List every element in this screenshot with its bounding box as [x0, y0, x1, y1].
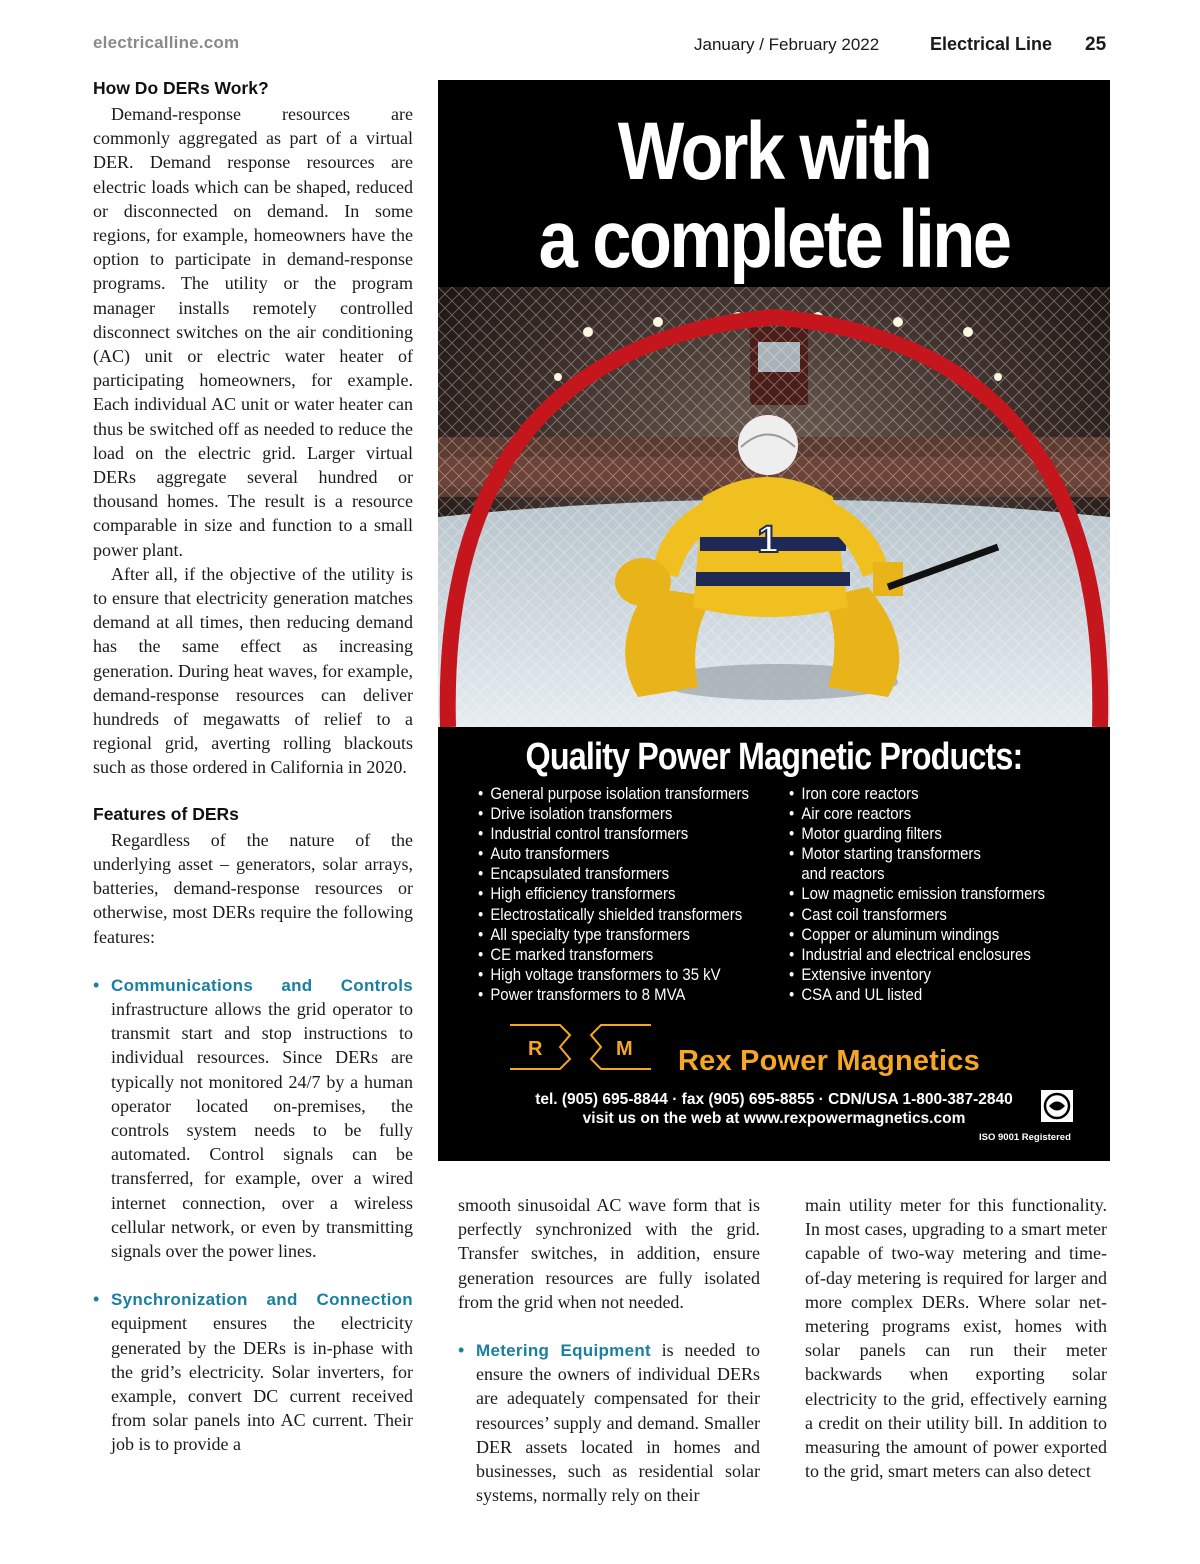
iso-certification-icon [1040, 1089, 1074, 1123]
list-item: • Extensive inventory [789, 965, 1045, 985]
issue-date: January / February 2022 [694, 35, 880, 54]
feature-list-continued [458, 1338, 760, 1507]
list-item: • High voltage transformers to 35 kV [478, 965, 749, 985]
right-column [805, 1193, 1107, 1483]
page-number: 25 [1085, 34, 1107, 55]
middle-column [458, 1193, 760, 1507]
paragraph: smooth sinusoidal AC wave form that is perfectly synchronized with the grid. Transfer switches, in addition, ensure generation resources are fully isolated from the grid when not needed. [458, 1195, 760, 1312]
term-communications: Communications and Controls [111, 975, 413, 995]
advertisement[interactable] [438, 80, 1110, 1161]
bullet-icon: • [458, 1340, 465, 1361]
ad-headline [485, 108, 1063, 284]
term-metering: Metering Equipment [476, 1341, 651, 1361]
list-item [458, 1338, 760, 1507]
paragraph: main utility meter for this functionality. In most cases, upgrading to a smart meter capable of two-way metering and time-of-day metering is required for larger and more complex DERs. Where solar net-metering programs exist, homes with solar panels can run their meter backwards when exporting solar electricity to the grid, effectively earning a credit on their utility bill. In addition to measuring the amount of power exported to the grid, smart meters can also detect [805, 1195, 1107, 1482]
contact-website[interactable]: visit us on the web at www.rexpowermagnetics.com [582, 1110, 966, 1127]
paragraph: Demand-response resources are commonly aggregated as part of a virtual DER. Demand response resources are electric loads which can be shaped, reduced or disconnected on demand. In some regions, for example, homeowners have the option to participate in demand-response programs. The utility or the program manager installs remotely controlled disconnect switches on the air conditioning (AC) unit or electric water heater of participating homeowners, for example. Each individual AC unit or water heater can thus be switched off as needed to reduce the load on the electric grid. Larger virtual DERs aggregate several hundred or thousand homes. The result is a resource comparable in size and function to a small power plant. [93, 104, 413, 560]
hockey-goalie-photo [438, 287, 1110, 727]
list-item: • Encapsulated transformers [478, 864, 749, 884]
product-list-right [789, 784, 1045, 1005]
list-item: • Cast coil transformers [789, 905, 1045, 925]
paragraph: Regardless of the nature of the underlying asset – generators, solar arrays, batteries, demand-response resources or otherwise, most DERs require the following features: [93, 829, 413, 947]
svg-text:1: 1 [757, 519, 779, 561]
logo-letter-r: R [528, 1038, 543, 1060]
list-item: • Low magnetic emission transformers [789, 884, 1045, 904]
ad-headline-line2: a complete line [538, 194, 1010, 285]
paragraph: After all, if the objective of the utility is to ensure that electricity generation matches demand at all times, then reducing demand has the same effect as increasing generation. During heat waves, for example, demand-response resources can deliver hundreds of megawatts of relief to a regional grid, averting rolling blackouts such as those ordered in California in 2020. [93, 563, 413, 778]
list-item-text: is needed to ensure the owners of individual DERs are adequately compensated for their resources’ supply and demand. Smaller DER assets located in homes and businesses, such as residential solar systems, normally rely on their [476, 1340, 760, 1506]
list-item: • Electrostatically shielded transformers [478, 905, 749, 925]
contact-phone: tel. (905) 695-8844 · fax (905) 695-8855 · CDN/USA 1-800-387-2840 [535, 1091, 1013, 1108]
list-item [93, 973, 413, 1263]
list-item: • Auto transformers [478, 844, 749, 864]
ad-headline-line1: Work with [617, 106, 931, 197]
list-item: • CSA and UL listed [789, 985, 1045, 1005]
left-column [93, 78, 413, 1457]
list-item: • Industrial and electrical enclosures [789, 945, 1045, 965]
company-name: Rex Power Magnetics [678, 1045, 980, 1077]
list-item: • Motor starting transformers [789, 844, 1045, 864]
magazine-name: Electrical Line [930, 34, 1053, 54]
contact-info [438, 1090, 1110, 1128]
section-title-how-ders-work: How Do DERs Work? [93, 78, 269, 98]
ad-products-title: Quality Power Magnetic Products: [525, 736, 1023, 778]
list-item-continuation: and reactors [801, 864, 885, 884]
list-item: • All specialty type transformers [478, 925, 749, 945]
list-item: • Iron core reactors [789, 784, 1045, 804]
list-item: • High efficiency transformers [478, 884, 749, 904]
feature-list [93, 973, 413, 1457]
bullet-icon: • [93, 1289, 100, 1310]
list-item: • Copper or aluminum windings [789, 925, 1045, 945]
list-item: • Motor guarding filters [789, 824, 1045, 844]
section-title-features: Features of DERs [93, 803, 239, 824]
list-item-text: infrastructure allows the grid operator to transmit start and stop instructions to individual resources. Since DERs are typically not monitored 24/7 by a human operator located on-premises, the controls system needs to be fully automated. Control signals can be transferred, for example, over a wired internet connection, over a wireless cellular network, or even by transmitting signals over the power lines. [111, 998, 413, 1261]
list-item: • CE marked transformers [478, 945, 749, 965]
product-list-left [478, 784, 749, 1005]
rex-power-magnetics-logo [508, 1023, 653, 1071]
list-item: • Industrial control transformers [478, 824, 749, 844]
list-item: • Air core reactors [789, 804, 1045, 824]
site-url[interactable]: electricalline.com [93, 33, 240, 52]
list-item: • General purpose isolation transformers [478, 784, 749, 804]
term-synchronization: Synchronization and Connection [111, 1290, 413, 1310]
list-item [93, 1287, 413, 1456]
list-item: • Power transformers to 8 MVA [478, 985, 749, 1005]
bullet-icon: • [93, 974, 100, 995]
list-item-text: equipment ensures the electricity generated by the DERs is in-phase with the grid’s electricity. Solar inverters, for example, convert DC current received from solar panels into AC current. Their job is to provide a [111, 1313, 413, 1455]
logo-letter-m: M [616, 1038, 633, 1060]
iso-registered: ISO 9001 Registered [979, 1132, 1071, 1143]
list-item: • Drive isolation transformers [478, 804, 749, 824]
